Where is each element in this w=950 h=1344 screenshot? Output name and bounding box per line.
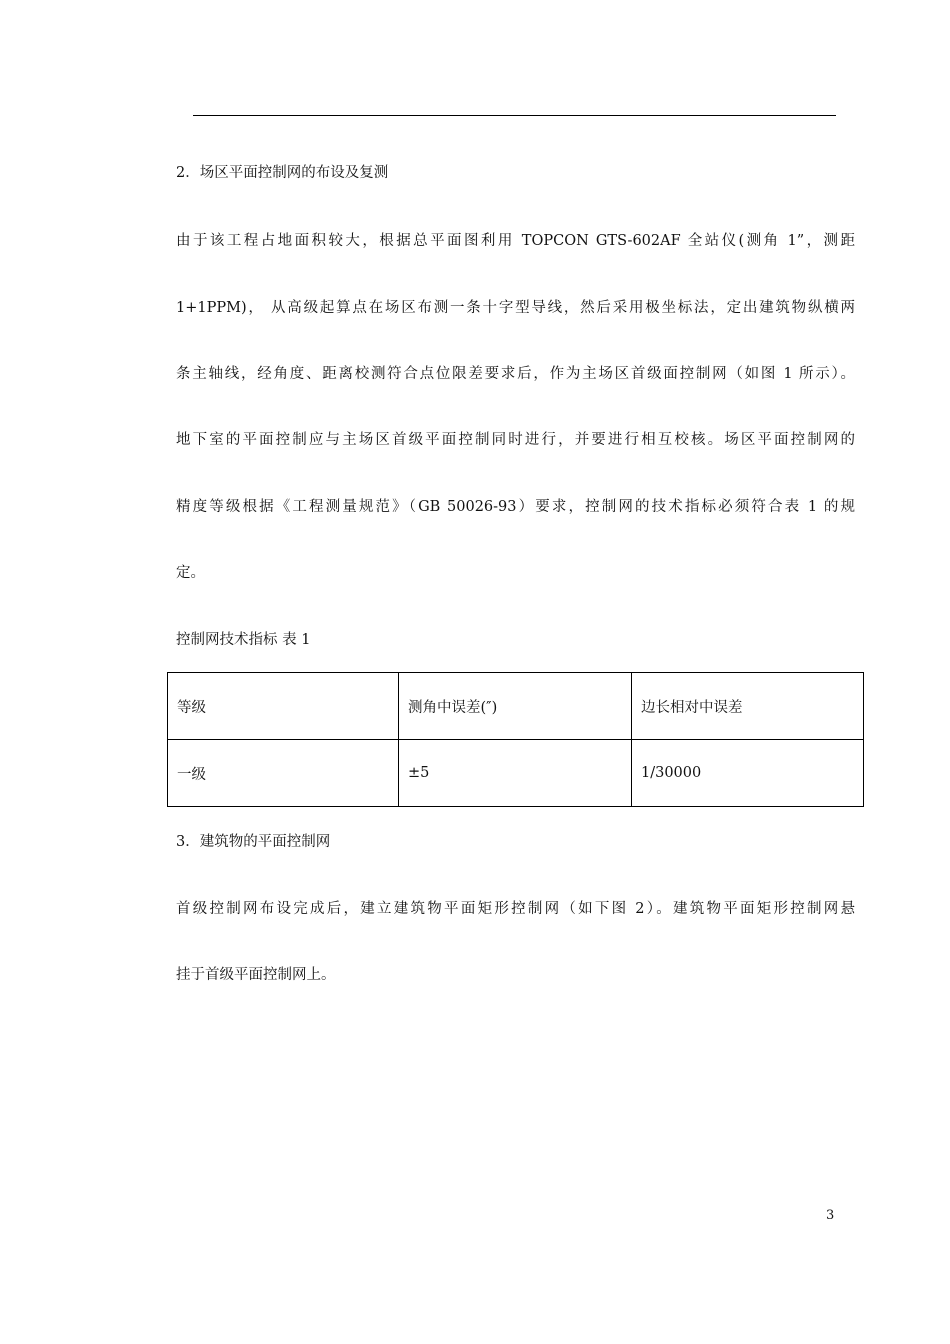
table-header-cell: 等级 [168, 673, 399, 740]
paragraph-line: 由于该工程占地面积较大，根据总平面图利用 TOPCON GTS-602AF 全站仪(测角 1”，测距 [176, 233, 855, 249]
section-2-heading: 2．场区平面控制网的布设及复测 [176, 165, 389, 181]
page-number: 3 [826, 1208, 835, 1223]
section-3-heading: 3．建筑物的平面控制网 [176, 834, 331, 850]
table-row [168, 740, 864, 807]
table-header-cell: 测角中误差(″) [399, 673, 632, 740]
table-cell: 1/30000 [632, 740, 864, 807]
paragraph-line: 精度等级根据《工程测量规范》（GB 50026-93）要求，控制网的技术指标必须符合表 1 的规 [176, 499, 855, 515]
paragraph-line: 首级控制网布设完成后，建立建筑物平面矩形控制网（如下图 2）。建筑物平面矩形控制网悬 [176, 901, 855, 917]
paragraph-line: 1+1PPM)， 从高级起算点在场区布测一条十字型导线，然后采用极坐标法，定出建筑物纵横两 [176, 300, 855, 316]
table-caption: 控制网技术指标 表 1 [176, 632, 311, 648]
table-cell: 一级 [168, 740, 399, 807]
header-rule [193, 115, 836, 116]
table-header-row [168, 673, 864, 740]
control-network-spec-table [167, 672, 864, 807]
table-header-cell: 边长相对中误差 [632, 673, 864, 740]
paragraph-line: 挂于首级平面控制网上。 [176, 967, 336, 983]
paragraph-line: 地下室的平面控制应与主场区首级平面控制同时进行，并要进行相互校核。场区平面控制网的 [176, 432, 855, 448]
paragraph-line: 定。 [176, 565, 205, 581]
paragraph-line: 条主轴线，经角度、距离校测符合点位限差要求后，作为主场区首级面控制网（如图 1 所示）。 [176, 366, 855, 382]
table-cell: ±5 [399, 740, 632, 807]
